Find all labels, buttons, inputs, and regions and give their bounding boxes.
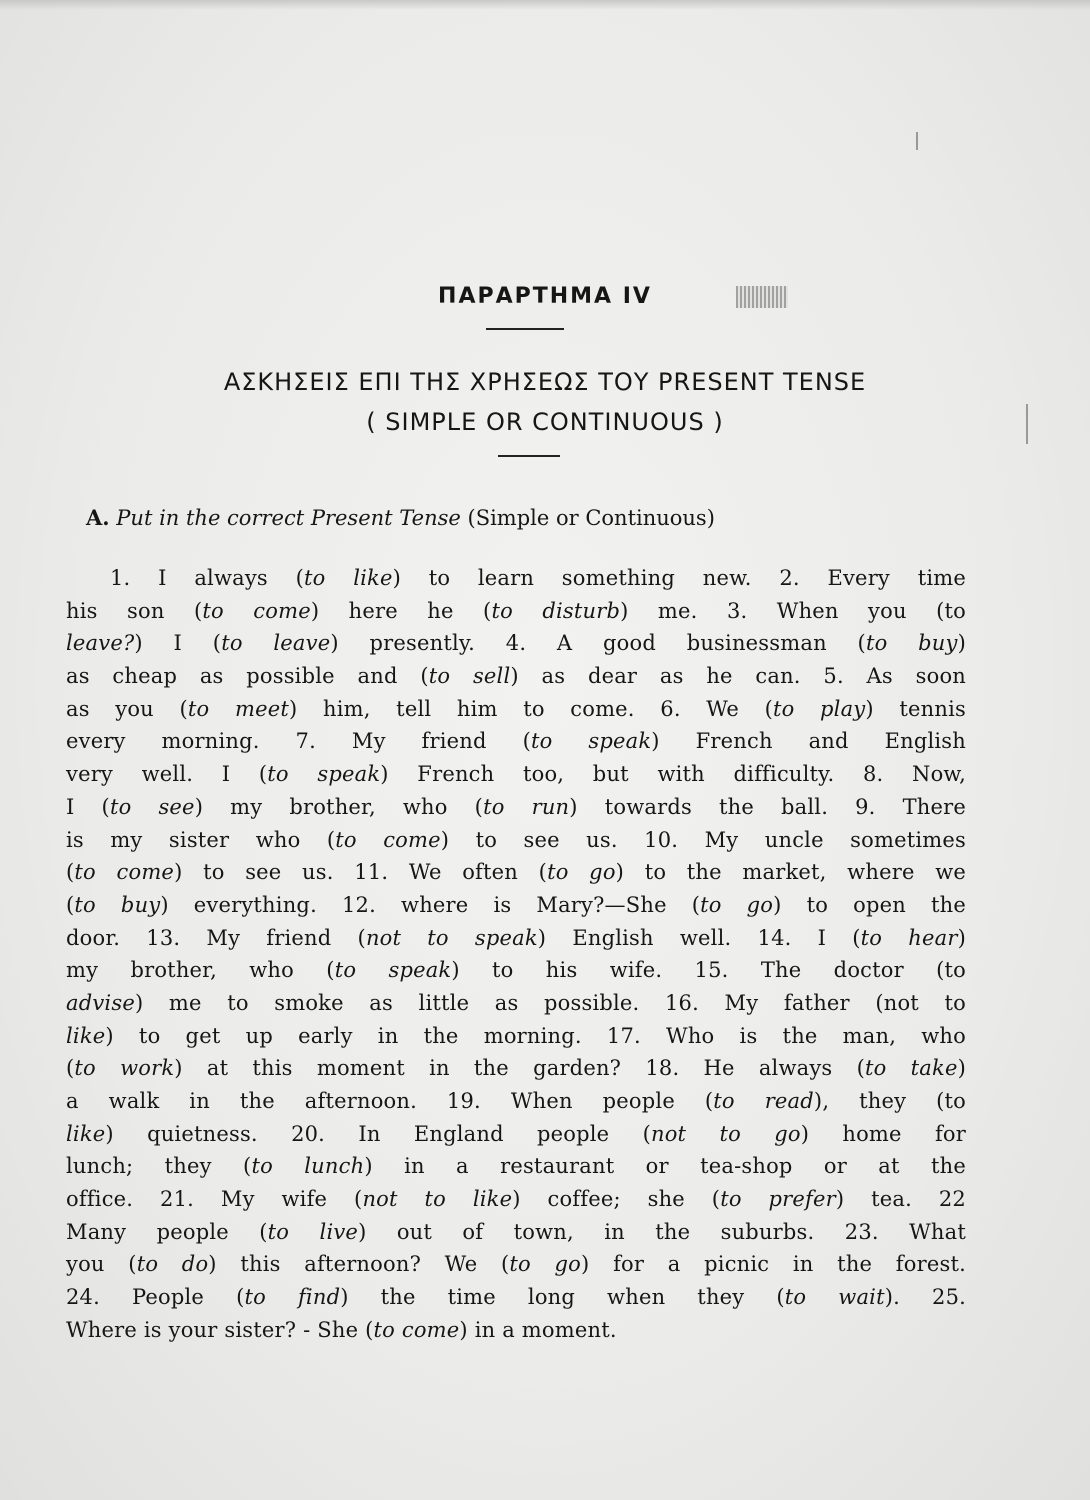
subtitle-rule [498,455,560,457]
exercise-line: lunch; they (to lunch) in a restaurant or tea-shop or at the [66,1154,966,1179]
exercise-line: his son (to come) here he (to disturb) me. 3. When you (to [66,598,966,623]
exercise-line: as cheap as possible and (to sell) as dear as he can. 5. As soon [66,664,967,689]
title-rule [486,328,564,330]
section-note: (Simple or Continuous) [467,506,715,530]
exercises-subtitle: ( SIMPLE OR CONTINUOUS ) [366,408,724,436]
exercise-line: very well. I (to speak) French too, but with difficulty. 8. Now, [66,762,966,787]
exercise-line: Where is your sister? - She (to come) in a moment. [66,1317,617,1342]
margin-mark [916,132,918,150]
exercise-line: (to buy) everything. 12. where is Mary?—She (to go) to open the [66,892,966,917]
section-instruction: Put in the correct Present Tense [116,506,461,530]
exercise-line: door. 13. My friend (not to speak) English well. 14. I (to hear) [66,925,966,950]
exercise-line: you (to do) this afternoon? We (to go) for a picnic in the forest. [66,1252,966,1277]
exercise-line: advise) me to smoke as little as possible. 16. My father (not to [66,990,966,1015]
section-heading [86,505,715,530]
appendix-title: ΠΑΡΑΡΤΗΜΑ IV [438,284,652,309]
page-top-edge [0,0,1090,10]
library-stamp [736,286,788,308]
exercise-line: 1. I always (to like) to learn something new. 2. Every time [110,566,966,590]
section-letter: A. [86,505,110,530]
exercise-line: 24. People (to find) the time long when they (to wait). 25. [66,1285,967,1310]
exercise-line: every morning. 7. My friend (to speak) French and English [66,729,967,754]
exercise-line: office. 21. My wife (not to like) coffee; she (to prefer) tea. 22 [66,1187,966,1212]
exercise-line: is my sister who (to come) to see us. 10. My uncle sometimes [66,827,966,852]
exercise-line: like) quietness. 20. In England people (not to go) home for [66,1121,966,1146]
exercise-line: as you (to meet) him, tell him to come. 6. We (to play) tennis [66,696,966,721]
exercise-line: a walk in the afternoon. 19. When people (to read), they (to [66,1089,966,1113]
exercise-line: like) to get up early in the morning. 17. Who is the man, who [66,1023,966,1048]
exercise-line: (to come) to see us. 11. We often (to go) to the market, where we [66,860,966,885]
exercise-line: Many people (to live) out of town, in the suburbs. 23. What [66,1219,967,1244]
exercise-line: I (to see) my brother, who (to run) towards the ball. 9. There [66,794,966,819]
exercises-title: ΑΣΚΗΣΕΙΣ ΕΠΙ ΤΗΣ ΧΡΗΣΕΩΣ ΤΟΥ PRESENT TENSE [223,368,867,396]
exercise-line: my brother, who (to speak) to his wife. 15. The doctor (to [66,958,966,983]
exercise-text [66,562,966,1347]
exercise-line: leave?) I (to leave) presently. 4. A good businessman (to buy) [66,631,966,656]
exercise-line: (to work) at this moment in the garden? 18. He always (to take) [66,1056,966,1081]
